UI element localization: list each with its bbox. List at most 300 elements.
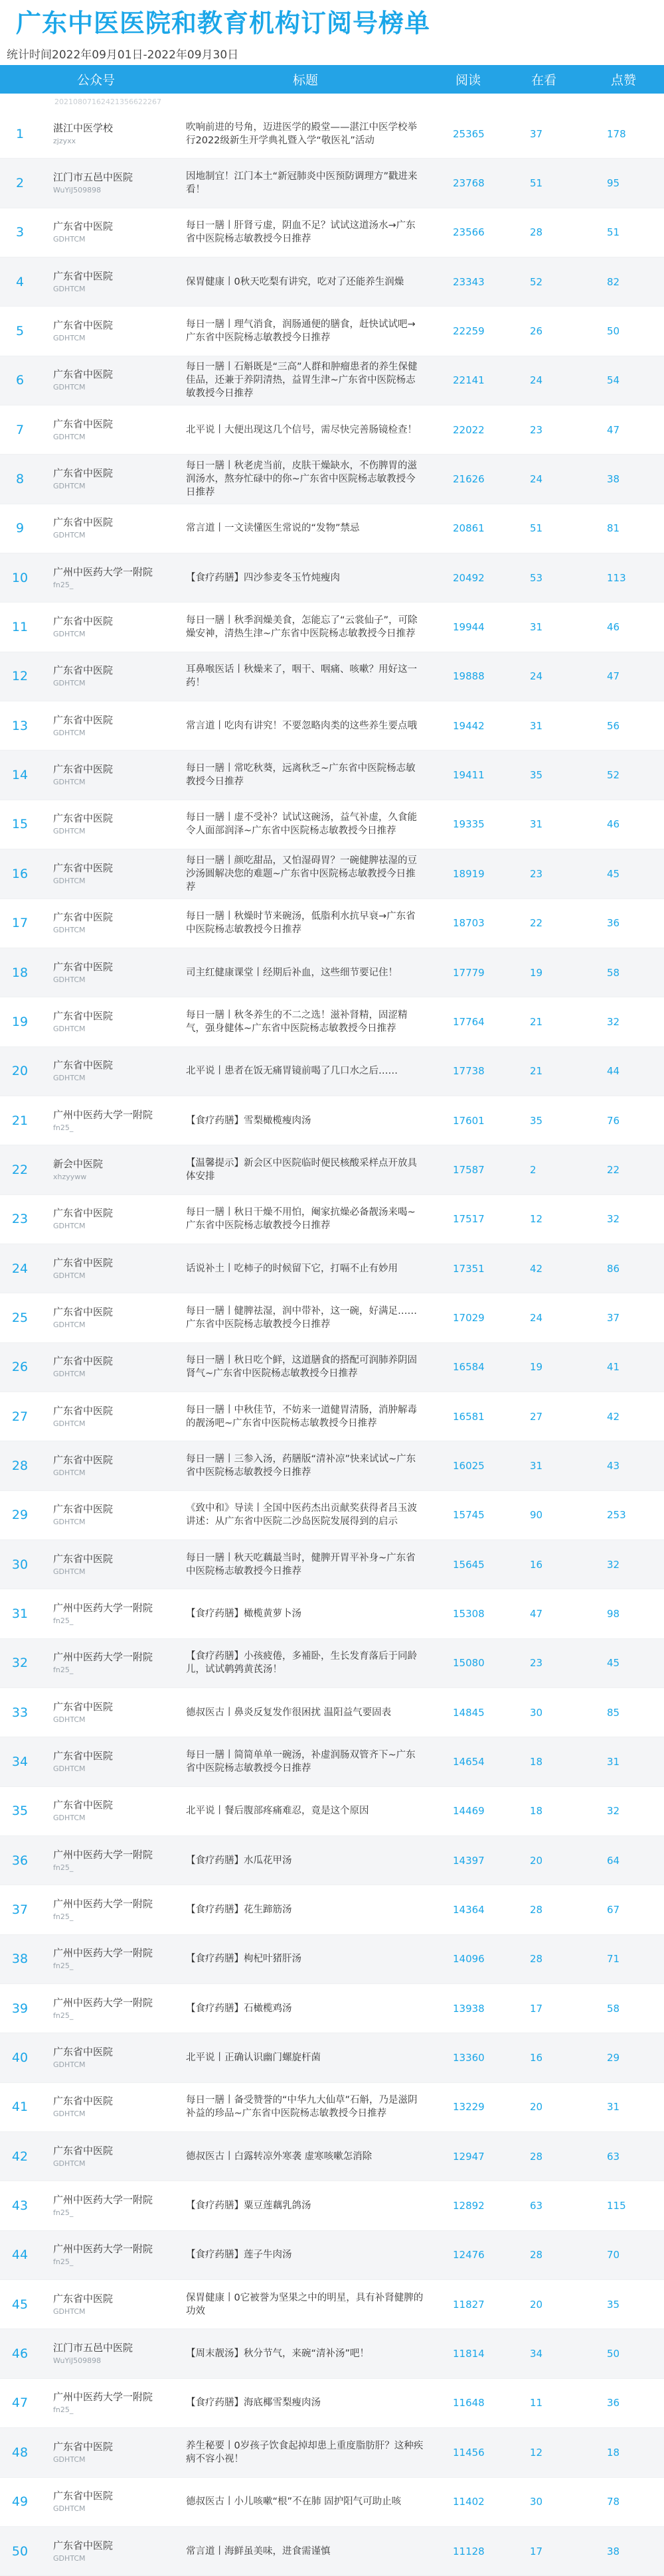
article-title[interactable]: 每日一膳丨颜吃甜品，又怕湿碍胃？一碗健脾祛湿的豆沙汤圆解决您的难题~广东省中医院杨志敏教授今日推荐 (186, 855, 417, 893)
row-rank: 33 (11, 1705, 29, 1720)
looking-count: 16 (530, 1558, 543, 1571)
account-id: GDHTCM (53, 1370, 86, 1379)
like-count: 32 (607, 1015, 620, 1028)
account-name: 湛江中医学校 (53, 121, 114, 134)
like-count: 50 (607, 2348, 620, 2360)
looking-count: 37 (530, 127, 543, 140)
account-name: 广东省中医院 (53, 1059, 114, 1072)
account-name: 广东省中医院 (53, 1404, 114, 1417)
row-rank: 5 (15, 324, 25, 339)
looking-count: 16 (530, 2052, 543, 2064)
looking-count: 19 (530, 966, 543, 979)
read-count: 19335 (453, 818, 485, 831)
looking-count: 21 (530, 1015, 543, 1028)
account-name: 广东省中医院 (53, 269, 114, 282)
table-row (0, 504, 664, 553)
account-name: 广州中医药大学一附院 (53, 1651, 153, 1664)
row-account (40, 664, 173, 688)
like-count: 115 (607, 2200, 626, 2212)
read-count: 14845 (453, 1706, 485, 1719)
read-count: 12476 (453, 2249, 485, 2261)
looking-count: 24 (530, 473, 543, 486)
row-account (40, 220, 173, 244)
like-count: 47 (607, 423, 620, 436)
account-name: 广东省中医院 (53, 861, 114, 874)
account-name: 广东省中医院 (53, 467, 114, 480)
like-count: 22 (607, 1163, 620, 1176)
table-row (0, 800, 664, 849)
row-account (40, 270, 173, 294)
read-count: 22259 (453, 325, 485, 338)
table-row (0, 948, 664, 997)
looking-count: 31 (530, 1459, 543, 1472)
looking-count: 12 (530, 1213, 543, 1226)
article-title[interactable]: 每日一膳丨理气消食，润肠通便的膳食，赶快试试吧→广东省中医院杨志敏教授今日推荐 (186, 319, 416, 344)
account-id: GDHTCM (53, 1271, 86, 1280)
row-account (40, 1355, 173, 1379)
article-title[interactable]: 【食疗药膳】粟豆莲藕乳鸽汤 (186, 2200, 311, 2212)
article-title[interactable]: 【食疗药膳】小孩疲倦，多補卧，生长发育落后于同龄儿，试试鹌鹑黄芪汤！ (186, 1651, 417, 1676)
account-id: fn25_ (53, 2208, 74, 2218)
read-count: 11402 (453, 2496, 485, 2508)
row-account (40, 1947, 173, 1971)
looking-count: 19 (530, 1361, 543, 1374)
account-id: GDHTCM (53, 2110, 86, 2119)
like-count: 71 (607, 1953, 620, 1966)
table-row (0, 307, 664, 356)
table-row (0, 2428, 664, 2477)
article-title[interactable]: 【温馨提示】新会区中医院临时便民核酸采样点开放具体安排 (186, 1157, 417, 1182)
account-id: GDHTCM (53, 1074, 86, 1083)
article-title[interactable]: 每日一膳丨常吃秋葵，远离秋乏~广东省中医院杨志敏教授今日推荐 (186, 763, 416, 788)
looking-count: 27 (530, 1410, 543, 1423)
article-title[interactable]: 北平说丨患者在饭无痛胃镜前喝了几口水之后…… (186, 1066, 398, 1077)
table-row (0, 701, 664, 751)
row-account (40, 2145, 173, 2169)
article-title[interactable]: 德叔医古丨白露转凉外寒袭 虚寒咳嗽怎消除 (186, 2151, 373, 2162)
row-rank: 11 (11, 620, 29, 635)
account-name: 江门市五邑中医院 (53, 2342, 133, 2354)
row-rank: 3 (15, 225, 25, 240)
account-id: GDHTCM (53, 926, 86, 935)
account-name: 广东省中医院 (53, 1750, 114, 1762)
article-title[interactable]: 耳鼻喉医话丨秋燥来了，咽干、咽痛、咳嗽？用好这一药！ (186, 664, 417, 689)
row-account (40, 368, 173, 392)
article-title[interactable]: 话说补土丨吃柿子的时候留下它，打嗝不止有妙用 (186, 1263, 398, 1274)
article-title[interactable]: 每日一膳丨中秋佳节，不妨来一道健胃清肠，消肿解毒的靓汤吧~广东省中医院杨志敏教授今日推荐 (186, 1404, 417, 1429)
article-title[interactable]: 每日一膳丨备受赞誉的“中华九大仙草”石斛，乃是滋阴补益的珍品~广东省中医院杨志敏教授今日推荐 (186, 2095, 418, 2119)
read-count: 13360 (453, 2052, 485, 2064)
table-row (0, 751, 664, 800)
article-title[interactable]: 保胃健康丨0它被誉为坚果之中的明星，具有补肾健脾的功效 (186, 2292, 424, 2317)
account-name: 广东省中医院 (53, 1552, 114, 1565)
row-account (40, 566, 173, 590)
looking-count: 23 (530, 867, 543, 880)
read-count: 15745 (453, 1509, 485, 1522)
row-account (40, 1158, 173, 1182)
looking-count: 28 (530, 2150, 543, 2163)
table-row (0, 1639, 664, 1688)
looking-count: 24 (530, 1311, 543, 1324)
account-name: 江门市五邑中医院 (53, 171, 133, 184)
article-title[interactable]: 每日一膳丨秋季润燥美食，怎能忘了“云裳仙子”，可除燥安神，清热生津~广东省中医院杨志敏教授今日推荐 (186, 615, 418, 640)
read-count: 16581 (453, 1410, 485, 1423)
like-count: 31 (607, 1756, 620, 1768)
looking-count: 30 (530, 2496, 543, 2508)
looking-count: 47 (530, 1607, 543, 1620)
account-name: 广东省中医院 (53, 911, 114, 924)
like-count: 42 (607, 1410, 620, 1423)
article-title[interactable]: 德叔医古丨小儿咳嗽“根”不在肺 固护阳气可助止咳 (186, 2496, 402, 2508)
read-count: 14469 (453, 1805, 485, 1818)
row-rank: 25 (11, 1310, 29, 1325)
row-account (40, 1454, 173, 1478)
looking-count: 28 (530, 2249, 543, 2261)
looking-count: 35 (530, 769, 543, 782)
read-count: 11648 (453, 2397, 485, 2409)
row-rank: 38 (11, 1952, 29, 1967)
table-row (0, 356, 664, 405)
read-count: 11128 (453, 2545, 485, 2557)
account-name: 广州中医药大学一附院 (53, 1601, 153, 1614)
account-id: GDHTCM (53, 778, 86, 787)
subheader-code: 20210807162421356622267 (54, 97, 161, 106)
ranking-table-body (0, 109, 664, 2576)
account-name: 广东省中医院 (53, 615, 114, 628)
row-account (40, 319, 173, 343)
account-id: fn25_ (53, 2405, 74, 2415)
read-count: 16584 (453, 1361, 485, 1374)
account-name: 广州中医药大学一附院 (53, 565, 153, 578)
header-account: 公众号 (77, 73, 116, 88)
account-id: GDHTCM (53, 334, 86, 343)
table-row (0, 2329, 664, 2378)
like-count: 82 (607, 275, 620, 288)
row-account (40, 1207, 173, 1231)
like-count: 36 (607, 2397, 620, 2409)
like-count: 58 (607, 2002, 620, 2015)
account-id: fn25_ (53, 1616, 74, 1625)
read-count: 15080 (453, 1657, 485, 1670)
table-row (0, 2527, 664, 2576)
article-title[interactable]: 每日一膳丨秋日吃个鲜，这道膳食的搭配可润肺养阴固肾气~广东省中医院杨志敏教授今日推荐 (186, 1355, 417, 1380)
article-title[interactable]: 【食疗药膳】花生蹄筋汤 (186, 1904, 292, 1916)
row-rank: 22 (11, 1162, 29, 1177)
row-rank: 44 (11, 2248, 29, 2263)
row-account (40, 516, 173, 540)
table-row (0, 1392, 664, 1441)
article-title[interactable]: 【食疗药膳】橄榄黄萝卜汤 (186, 1608, 301, 1619)
account-id: xhzyyww (53, 1172, 87, 1181)
like-count: 44 (607, 1065, 620, 1078)
row-account (40, 2243, 173, 2267)
article-title[interactable]: 北平说丨餐后腹部疼痛难忍，竟是这个原因 (186, 1806, 369, 1817)
article-title[interactable]: 【食疗药膳】海底椰雪梨瘦肉汤 (186, 2397, 321, 2409)
read-count: 14397 (453, 1854, 485, 1867)
like-count: 56 (607, 719, 620, 732)
row-rank: 29 (11, 1508, 29, 1523)
account-name: 广东省中医院 (53, 1453, 114, 1466)
statistics-period: 统计时间2022年09月01日-2022年09月30日 (7, 48, 239, 62)
article-title[interactable]: 每日一膳丨秋天吃藕最当时，健脾开胃平补身~广东省中医院杨志敏教授今日推荐 (186, 1552, 416, 1577)
row-rank: 13 (11, 718, 29, 733)
article-title[interactable]: 【食疗药膳】水瓜花甲汤 (186, 1855, 292, 1866)
read-count: 17779 (453, 966, 485, 979)
article-title[interactable]: 因地制宜！江门本土“新冠肺炎中医预防调理方”戳进来看！ (186, 171, 418, 196)
row-rank: 6 (15, 373, 25, 388)
account-name: 广东省中医院 (53, 2144, 114, 2157)
account-name: 广东省中医院 (53, 1305, 114, 1318)
account-id: GDHTCM (53, 2553, 86, 2563)
like-count: 50 (607, 325, 620, 338)
table-row (0, 1688, 664, 1737)
looking-count: 34 (530, 2348, 543, 2360)
account-name: 广东省中医院 (53, 1256, 114, 1269)
table-row (0, 2280, 664, 2329)
article-title[interactable]: 北平说丨正确认识幽门螺旋杆菌 (186, 2052, 321, 2064)
row-account (40, 862, 173, 886)
table-row (0, 2231, 664, 2280)
article-title[interactable]: 每日一膳丨肝肾亏虚，阴血不足？试试这道汤水→广东省中医院杨志敏教授今日推荐 (186, 220, 416, 245)
looking-count: 90 (530, 1509, 543, 1522)
row-rank: 23 (11, 1212, 29, 1227)
row-account (40, 2194, 173, 2218)
looking-count: 23 (530, 1657, 543, 1670)
like-count: 37 (607, 1311, 620, 1324)
row-account (40, 1701, 173, 1725)
account-name: 广东省中医院 (53, 1503, 114, 1516)
header-like: 点赞 (611, 73, 637, 88)
article-title[interactable]: 常言道丨海鲜虽美味，进食需谨慎 (186, 2545, 331, 2557)
like-count: 43 (607, 1459, 620, 1472)
row-account (40, 418, 173, 442)
row-rank: 7 (15, 422, 25, 437)
table-row (0, 1047, 664, 1096)
table-row (0, 455, 664, 504)
table-row (0, 109, 664, 159)
article-title[interactable]: 每日一膳丨秋日干燥不用怕，阉家抗燥必备靓汤来喝~广东省中医院杨志敏教授今日推荐 (186, 1207, 416, 1232)
like-count: 67 (607, 1904, 620, 1916)
read-count: 17587 (453, 1163, 485, 1176)
row-rank: 46 (11, 2346, 29, 2362)
row-rank: 4 (15, 274, 25, 289)
article-title[interactable]: 保胃健康丨0秋天吃梨有讲究，吃对了还能养生润燥 (186, 276, 404, 287)
account-id: GDHTCM (53, 2504, 86, 2514)
article-title[interactable]: 【食疗药膳】莲子牛肉汤 (186, 2250, 292, 2261)
account-name: 广东省中医院 (53, 2539, 114, 2551)
article-title[interactable]: 每日一膳丨三参入汤，药膳版“清补凉”快来试试~广东省中医院杨志敏教授今日推荐 (186, 1453, 416, 1478)
looking-count: 28 (530, 1953, 543, 1966)
looking-count: 21 (530, 1065, 543, 1078)
row-account (40, 1257, 173, 1281)
looking-count: 17 (530, 2545, 543, 2557)
read-count: 13938 (453, 2002, 485, 2015)
article-title[interactable]: 【食疗药膳】枸杞叶猪肝汤 (186, 1954, 301, 1965)
row-rank: 32 (11, 1656, 29, 1671)
read-count: 11814 (453, 2348, 485, 2360)
row-account (40, 2391, 173, 2415)
account-id: fn25_ (53, 1863, 74, 1872)
account-id: fn25_ (53, 580, 74, 589)
like-count: 76 (607, 1114, 620, 1127)
article-title[interactable]: 德叔医古丨鼻炎反复发作很困扰 温阳益气要固表 (186, 1707, 392, 1718)
row-rank: 14 (11, 768, 29, 783)
looking-count: 11 (530, 2397, 543, 2409)
table-row (0, 1737, 664, 1786)
article-title[interactable]: 每日一膳丨秋燥时节来碗汤，低脂利水抗早衰→广东省中医院杨志敏教授今日推荐 (186, 911, 416, 936)
looking-count: 52 (530, 275, 543, 288)
account-name: 广州中医药大学一附院 (53, 1947, 153, 1960)
row-account (40, 1553, 173, 1577)
table-row (0, 2132, 664, 2181)
account-name: 广东省中医院 (53, 713, 114, 726)
article-title[interactable]: 【食疗药膳】雪梨橄榄瘦肉汤 (186, 1115, 311, 1126)
row-rank: 45 (11, 2297, 29, 2312)
looking-count: 23 (530, 423, 543, 436)
row-account (40, 911, 173, 935)
account-id: GDHTCM (53, 630, 86, 639)
article-title[interactable]: 每日一膳丨石斛既是“三高”人群和肿瘤患者的养生保健佳品，还兼于养阴清热，益胃生津~广东省中医院杨志敏教授今日推荐 (186, 362, 418, 399)
account-name: 广东省中医院 (53, 2046, 114, 2058)
looking-count: 18 (530, 1756, 543, 1768)
account-id: GDHTCM (53, 2060, 86, 2070)
read-count: 17738 (453, 1065, 485, 1078)
row-rank: 27 (11, 1409, 29, 1424)
read-count: 14654 (453, 1756, 485, 1768)
row-rank: 19 (11, 1014, 29, 1029)
like-count: 78 (607, 2496, 620, 2508)
account-id: fn25_ (53, 1962, 74, 1971)
table-row (0, 1885, 664, 1934)
row-account (40, 1059, 173, 1083)
table-row (0, 603, 664, 652)
account-id: GDHTCM (53, 1814, 86, 1823)
row-rank: 1 (15, 126, 25, 141)
account-name: 广东省中医院 (53, 368, 114, 381)
read-count: 15308 (453, 1607, 485, 1620)
header-read: 阅读 (456, 73, 481, 88)
header-article: 标题 (292, 73, 318, 88)
table-row (0, 1589, 664, 1638)
table-row (0, 849, 664, 898)
row-account (40, 1503, 173, 1527)
article-title[interactable]: 常言道丨吃肉有讲究！不要忽略肉类的这些养生要点哦 (186, 720, 417, 731)
read-count: 16025 (453, 1459, 485, 1472)
article-title[interactable]: 司主红健康课堂丨经期后补血，这些细节要记住！ (186, 967, 398, 978)
account-name: 广东省中医院 (53, 960, 114, 973)
article-title[interactable]: 【周末靓汤】秋分节气，来碗“清补汤”吧！ (186, 2348, 370, 2360)
account-name: 广州中医药大学一附院 (53, 1108, 153, 1121)
row-rank: 2 (15, 176, 25, 191)
account-name: 广东省中医院 (53, 1207, 114, 1220)
account-id: GDHTCM (53, 2307, 86, 2316)
row-rank: 21 (11, 1113, 29, 1128)
read-count: 17351 (453, 1262, 485, 1275)
article-title[interactable]: 每日一膳丨秋冬养生的不二之选！滋补肾精，固涩精气，强身健体~广东省中医院杨志敏教授今日推荐 (186, 1009, 408, 1034)
looking-count: 31 (530, 621, 543, 634)
article-title[interactable]: 北平说丨大便出现这几个信号，需尽快完善肠镜检查！ (186, 424, 417, 435)
like-count: 86 (607, 1262, 620, 1275)
article-title[interactable]: 每日一膳丨虚不受补？试试这碗汤，益气补虚，久食能令人面部润泽~广东省中医院杨志敏教授今日推荐 (186, 812, 417, 837)
read-count: 20492 (453, 571, 485, 584)
looking-count: 24 (530, 670, 543, 683)
account-id: WuYiJ509898 (53, 186, 102, 195)
account-id: GDHTCM (53, 1320, 86, 1329)
read-count: 20861 (453, 522, 485, 535)
like-count: 51 (607, 226, 620, 239)
table-row (0, 2379, 664, 2428)
account-name: 广东省中医院 (53, 220, 114, 233)
article-title[interactable]: 养生秘要丨0岁孩子饮食起掉却患上重度脂肪肝？这种疾病不容小视！ (186, 2440, 424, 2465)
row-account (40, 1799, 173, 1823)
account-id: fn25_ (53, 1123, 74, 1132)
looking-count: 28 (530, 226, 543, 239)
read-count: 23768 (453, 177, 485, 190)
read-count: 11827 (453, 2298, 485, 2311)
table-row (0, 1145, 664, 1194)
article-title[interactable]: 吹响前进的号角，迈进医学的殿堂——湛江中医学校举行2022级新生开学典礼暨入学“敬医礼”活动 (186, 121, 417, 146)
table-subheader (0, 94, 664, 109)
article-title[interactable]: 每日一膳丨简简单单一碗汤，补虚润肠双管齐下~广东省中医院杨志敏教授今日推荐 (186, 1750, 416, 1774)
row-rank: 34 (11, 1754, 29, 1770)
row-account (40, 2540, 173, 2563)
read-count: 17601 (453, 1114, 485, 1127)
table-row (0, 997, 664, 1046)
row-account (40, 2293, 173, 2317)
row-account (40, 763, 173, 787)
looking-count: 17 (530, 2002, 543, 2015)
like-count: 45 (607, 1657, 620, 1670)
row-account (40, 1997, 173, 2021)
account-name: 广东省中医院 (53, 2440, 114, 2453)
article-title[interactable]: 每日一膳丨健脾祛湿，润中带补，这一碗，好满足……广东省中医院杨志敏教授今日推荐 (186, 1305, 417, 1330)
looking-count: 28 (530, 1904, 543, 1916)
row-account (40, 812, 173, 836)
read-count: 18703 (453, 917, 485, 930)
article-title[interactable]: 【食疗药膳】石橄榄鸡汤 (186, 2003, 292, 2014)
row-rank: 20 (11, 1064, 29, 1079)
article-title[interactable]: 【食疗药膳】四沙参麦冬玉竹炖瘦肉 (186, 572, 340, 583)
account-name: 广州中医药大学一附院 (53, 2391, 153, 2403)
account-name: 广州中医药大学一附院 (53, 2243, 153, 2255)
row-account (40, 1602, 173, 1626)
account-name: 广州中医药大学一附院 (53, 2194, 153, 2206)
article-title[interactable]: 《致中和》导读丨全国中医药杰出贡献奖获得者吕玉波讲述：从广东省中医院二沙岛医院发展得到的启示 (186, 1503, 417, 1528)
row-account (40, 2490, 173, 2514)
row-account (40, 2095, 173, 2119)
table-row (0, 1540, 664, 1589)
row-account (40, 1109, 173, 1133)
article-title[interactable]: 常言道丨一文读懂医生常说的“发物”禁忌 (186, 523, 360, 534)
looking-count: 20 (530, 2101, 543, 2113)
article-title[interactable]: 每日一膳丨秋老虎当前，皮肤干燥缺水，不伤脾胃的滋润汤水，熬夯忙碌中的你~广东省中医院杨志敏教授今日推荐 (186, 461, 417, 498)
page-title: 广东中医医院和教育机构订阅号榜单 (16, 8, 431, 38)
row-account (40, 122, 173, 146)
account-id: GDHTCM (53, 1567, 86, 1576)
account-id: GDHTCM (53, 432, 86, 441)
table-row (0, 159, 664, 208)
table-row (0, 2181, 664, 2230)
looking-count: 30 (530, 1706, 543, 1719)
account-id: GDHTCM (53, 531, 86, 540)
account-id: GDHTCM (53, 1715, 86, 1724)
account-name: 广东省中医院 (53, 763, 114, 776)
like-count: 46 (607, 818, 620, 831)
header-looking: 在看 (531, 73, 557, 88)
like-count: 38 (607, 2545, 620, 2557)
account-name: 广东省中医院 (53, 417, 114, 430)
account-id: GDHTCM (53, 482, 86, 491)
